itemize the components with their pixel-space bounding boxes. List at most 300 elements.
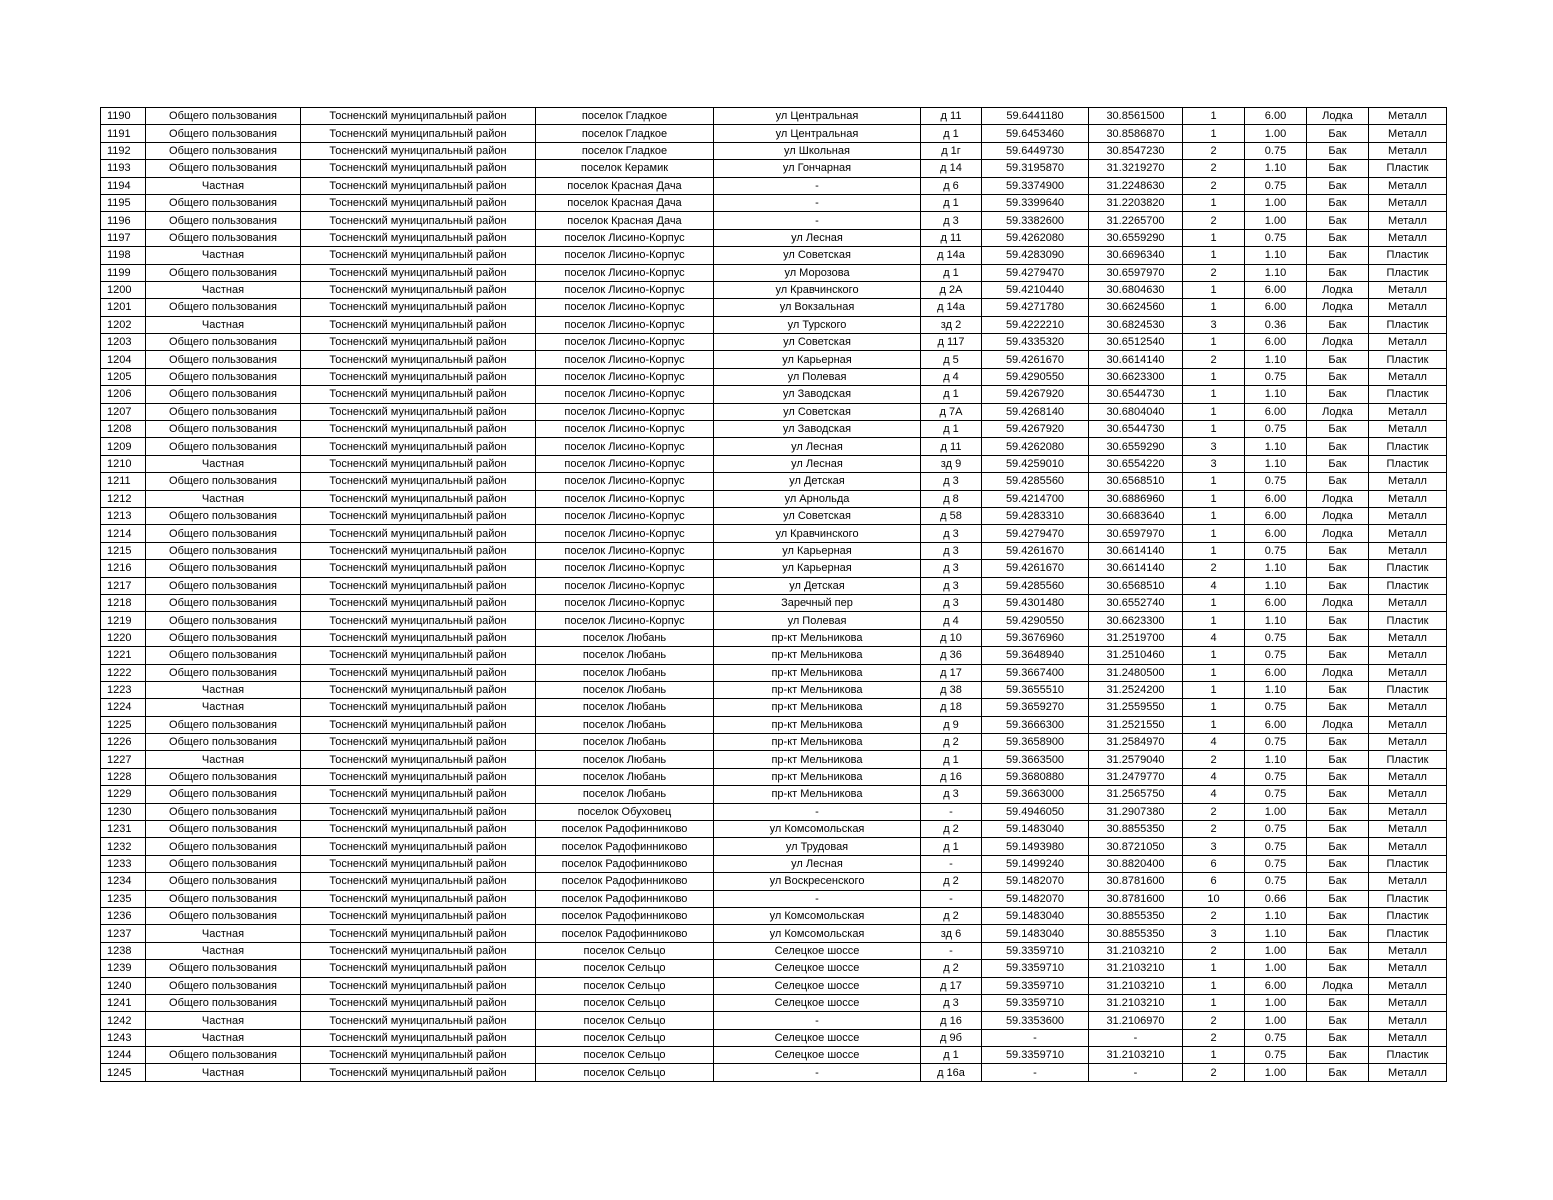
table-row (101, 299, 1447, 316)
cell-container-type: Бак (1307, 907, 1369, 924)
table-row (101, 160, 1447, 177)
cell-container-type: Бак (1307, 803, 1369, 820)
cell-street: ул Карьерная (714, 542, 921, 559)
cell-latitude: 59.3399640 (982, 194, 1089, 211)
cell-ownership: Общего пользования (146, 803, 301, 820)
cell-street: пр-кт Мельникова (714, 786, 921, 803)
cell-row-number: 1216 (101, 560, 146, 577)
cell-container-volume: 1.10 (1245, 751, 1307, 768)
cell-street: ул Детская (714, 577, 921, 594)
cell-district: Тосненский муниципальный район (301, 577, 536, 594)
cell-longitude: - (1089, 1064, 1183, 1081)
cell-container-material: Металл (1369, 960, 1447, 977)
cell-row-number: 1232 (101, 838, 146, 855)
cell-container-type: Бак (1307, 960, 1369, 977)
cell-settlement: поселок Лисино-Корпус (536, 421, 714, 438)
cell-row-number: 1240 (101, 977, 146, 994)
cell-latitude: 59.1483040 (982, 821, 1089, 838)
cell-district: Тосненский муниципальный район (301, 299, 536, 316)
cell-latitude: 59.3680880 (982, 768, 1089, 785)
cell-street: пр-кт Мельникова (714, 681, 921, 698)
cell-container-material: Металл (1369, 421, 1447, 438)
cell-container-volume: 0.75 (1245, 768, 1307, 785)
table-row (101, 855, 1447, 872)
cell-container-volume: 0.66 (1245, 890, 1307, 907)
cell-house: д 14 (921, 160, 982, 177)
cell-latitude: 59.4279470 (982, 525, 1089, 542)
cell-latitude: 59.1482070 (982, 873, 1089, 890)
cell-house: - (921, 855, 982, 872)
cell-container-material: Пластик (1369, 386, 1447, 403)
cell-settlement: поселок Лисино-Корпус (536, 351, 714, 368)
cell-settlement: поселок Сельцо (536, 960, 714, 977)
cell-container-material: Металл (1369, 629, 1447, 646)
cell-container-type: Бак (1307, 212, 1369, 229)
cell-longitude: 31.2559550 (1089, 699, 1183, 716)
cell-container-count: 1 (1183, 281, 1245, 298)
cell-settlement: поселок Любань (536, 751, 714, 768)
cell-ownership: Общего пользования (146, 594, 301, 611)
cell-longitude: 30.8781600 (1089, 890, 1183, 907)
cell-container-material: Металл (1369, 108, 1447, 125)
cell-settlement: поселок Радофинниково (536, 925, 714, 942)
cell-longitude: 31.2479770 (1089, 768, 1183, 785)
cell-container-material: Металл (1369, 786, 1447, 803)
cell-district: Тосненский муниципальный район (301, 108, 536, 125)
cell-street: пр-кт Мельникова (714, 768, 921, 785)
cell-container-type: Бак (1307, 177, 1369, 194)
cell-container-type: Бак (1307, 838, 1369, 855)
cell-district: Тосненский муниципальный район (301, 1012, 536, 1029)
cell-house: д 10 (921, 629, 982, 646)
cell-house: зд 9 (921, 455, 982, 472)
cell-district: Тосненский муниципальный район (301, 281, 536, 298)
cell-street: Селецкое шоссе (714, 1047, 921, 1064)
cell-container-volume: 6.00 (1245, 664, 1307, 681)
table-row (101, 334, 1447, 351)
cell-house: д 7А (921, 403, 982, 420)
cell-street: - (714, 194, 921, 211)
cell-latitude: 59.3359710 (982, 977, 1089, 994)
cell-container-count: 1 (1183, 421, 1245, 438)
cell-settlement: поселок Лисино-Корпус (536, 316, 714, 333)
cell-ownership: Общего пользования (146, 1047, 301, 1064)
cell-longitude: 30.6696340 (1089, 247, 1183, 264)
cell-latitude: 59.4285560 (982, 473, 1089, 490)
cell-latitude: 59.4271780 (982, 299, 1089, 316)
cell-street: ул Воскресенского (714, 873, 921, 890)
cell-row-number: 1241 (101, 994, 146, 1011)
cell-container-count: 2 (1183, 560, 1245, 577)
cell-container-type: Бак (1307, 786, 1369, 803)
cell-house: д 16а (921, 1064, 982, 1081)
cell-house: д 3 (921, 994, 982, 1011)
cell-latitude: 59.1482070 (982, 890, 1089, 907)
table-row (101, 751, 1447, 768)
cell-house: д 1 (921, 751, 982, 768)
cell-container-type: Бак (1307, 1064, 1369, 1081)
cell-ownership: Общего пользования (146, 473, 301, 490)
cell-latitude: 59.4210440 (982, 281, 1089, 298)
cell-container-type: Бак (1307, 125, 1369, 142)
cell-container-volume: 0.75 (1245, 873, 1307, 890)
table-row (101, 699, 1447, 716)
cell-district: Тосненский муниципальный район (301, 421, 536, 438)
cell-longitude: 30.6597970 (1089, 525, 1183, 542)
cell-container-type: Бак (1307, 473, 1369, 490)
cell-latitude: - (982, 1064, 1089, 1081)
cell-house: д 11 (921, 438, 982, 455)
table-row (101, 907, 1447, 924)
cell-district: Тосненский муниципальный район (301, 716, 536, 733)
cell-container-type: Лодка (1307, 716, 1369, 733)
table-row (101, 177, 1447, 194)
table-row (101, 247, 1447, 264)
cell-longitude: 31.2510460 (1089, 647, 1183, 664)
cell-container-volume: 1.10 (1245, 612, 1307, 629)
cell-container-type: Бак (1307, 542, 1369, 559)
cell-district: Тосненский муниципальный район (301, 177, 536, 194)
cell-latitude: - (982, 1029, 1089, 1046)
cell-settlement: поселок Лисино-Корпус (536, 229, 714, 246)
cell-street: ул Советская (714, 507, 921, 524)
cell-container-material: Металл (1369, 229, 1447, 246)
cell-ownership: Общего пользования (146, 507, 301, 524)
cell-district: Тосненский муниципальный район (301, 629, 536, 646)
table-row (101, 768, 1447, 785)
cell-street: ул Лесная (714, 455, 921, 472)
cell-settlement: поселок Лисино-Корпус (536, 473, 714, 490)
cell-house: д 17 (921, 977, 982, 994)
cell-container-count: 1 (1183, 994, 1245, 1011)
cell-ownership: Общего пользования (146, 160, 301, 177)
cell-ownership: Общего пользования (146, 612, 301, 629)
cell-container-material: Металл (1369, 490, 1447, 507)
cell-settlement: поселок Гладкое (536, 142, 714, 159)
cell-longitude: 30.8781600 (1089, 873, 1183, 890)
cell-container-volume: 6.00 (1245, 525, 1307, 542)
cell-container-count: 2 (1183, 264, 1245, 281)
cell-district: Тосненский муниципальный район (301, 838, 536, 855)
cell-house: д 3 (921, 577, 982, 594)
cell-container-material: Пластик (1369, 160, 1447, 177)
cell-ownership: Частная (146, 751, 301, 768)
cell-container-material: Пластик (1369, 681, 1447, 698)
cell-settlement: поселок Обуховец (536, 803, 714, 820)
cell-street: ул Гончарная (714, 160, 921, 177)
cell-row-number: 1225 (101, 716, 146, 733)
cell-latitude: 59.4301480 (982, 594, 1089, 611)
cell-container-count: 2 (1183, 1029, 1245, 1046)
cell-container-type: Лодка (1307, 490, 1369, 507)
cell-ownership: Общего пользования (146, 873, 301, 890)
cell-container-material: Металл (1369, 507, 1447, 524)
cell-ownership: Общего пользования (146, 716, 301, 733)
cell-longitude: 30.6512540 (1089, 334, 1183, 351)
cell-district: Тосненский муниципальный район (301, 855, 536, 872)
cell-district: Тосненский муниципальный район (301, 525, 536, 542)
cell-row-number: 1196 (101, 212, 146, 229)
cell-row-number: 1204 (101, 351, 146, 368)
cell-house: д 3 (921, 473, 982, 490)
cell-district: Тосненский муниципальный район (301, 542, 536, 559)
cell-settlement: поселок Лисино-Корпус (536, 577, 714, 594)
table-row (101, 664, 1447, 681)
cell-container-material: Пластик (1369, 890, 1447, 907)
cell-settlement: поселок Любань (536, 699, 714, 716)
cell-row-number: 1194 (101, 177, 146, 194)
cell-settlement: поселок Сельцо (536, 1012, 714, 1029)
cell-latitude: 59.4283310 (982, 507, 1089, 524)
cell-longitude: 31.2579040 (1089, 751, 1183, 768)
cell-settlement: поселок Лисино-Корпус (536, 507, 714, 524)
cell-container-type: Бак (1307, 890, 1369, 907)
cell-container-volume: 6.00 (1245, 299, 1307, 316)
cell-settlement: поселок Сельцо (536, 1047, 714, 1064)
cell-container-type: Бак (1307, 699, 1369, 716)
cell-container-volume: 0.75 (1245, 368, 1307, 385)
cell-container-count: 1 (1183, 125, 1245, 142)
cell-settlement: поселок Сельцо (536, 977, 714, 994)
cell-district: Тосненский муниципальный район (301, 612, 536, 629)
cell-longitude: 30.6623300 (1089, 368, 1183, 385)
cell-latitude: 59.4261670 (982, 351, 1089, 368)
table-row (101, 542, 1447, 559)
cell-settlement: поселок Сельцо (536, 942, 714, 959)
cell-ownership: Общего пользования (146, 786, 301, 803)
cell-container-count: 1 (1183, 699, 1245, 716)
table-row (101, 368, 1447, 385)
cell-district: Тосненский муниципальный район (301, 351, 536, 368)
cell-container-type: Бак (1307, 386, 1369, 403)
cell-house: зд 2 (921, 316, 982, 333)
cell-street: ул Лесная (714, 855, 921, 872)
cell-container-material: Металл (1369, 525, 1447, 542)
cell-latitude: 59.4285560 (982, 577, 1089, 594)
cell-container-volume: 0.75 (1245, 142, 1307, 159)
table-row (101, 629, 1447, 646)
cell-longitude: 31.3219270 (1089, 160, 1183, 177)
cell-row-number: 1219 (101, 612, 146, 629)
cell-container-material: Пластик (1369, 455, 1447, 472)
cell-longitude: 30.8561500 (1089, 108, 1183, 125)
cell-latitude: 59.1499240 (982, 855, 1089, 872)
cell-container-volume: 1.00 (1245, 212, 1307, 229)
cell-settlement: поселок Любань (536, 664, 714, 681)
cell-ownership: Общего пользования (146, 368, 301, 385)
table-row (101, 577, 1447, 594)
cell-container-type: Лодка (1307, 403, 1369, 420)
cell-district: Тосненский муниципальный район (301, 455, 536, 472)
cell-longitude: 31.2265700 (1089, 212, 1183, 229)
cell-ownership: Частная (146, 455, 301, 472)
cell-latitude: 59.3359710 (982, 994, 1089, 1011)
cell-container-material: Металл (1369, 125, 1447, 142)
cell-container-material: Металл (1369, 1012, 1447, 1029)
cell-house: - (921, 803, 982, 820)
cell-ownership: Частная (146, 1029, 301, 1046)
cell-row-number: 1243 (101, 1029, 146, 1046)
cell-container-type: Бак (1307, 612, 1369, 629)
cell-ownership: Общего пользования (146, 125, 301, 142)
cell-container-count: 2 (1183, 907, 1245, 924)
cell-row-number: 1212 (101, 490, 146, 507)
cell-container-material: Металл (1369, 1064, 1447, 1081)
cell-house: - (921, 942, 982, 959)
cell-row-number: 1198 (101, 247, 146, 264)
cell-container-count: 1 (1183, 108, 1245, 125)
cell-row-number: 1221 (101, 647, 146, 664)
cell-longitude: 31.2106970 (1089, 1012, 1183, 1029)
cell-street: пр-кт Мельникова (714, 647, 921, 664)
table-row (101, 1012, 1447, 1029)
cell-district: Тосненский муниципальный район (301, 873, 536, 890)
cell-container-material: Металл (1369, 716, 1447, 733)
cell-container-volume: 1.10 (1245, 386, 1307, 403)
cell-row-number: 1244 (101, 1047, 146, 1064)
cell-container-count: 4 (1183, 768, 1245, 785)
cell-container-material: Пластик (1369, 751, 1447, 768)
cell-settlement: поселок Лисино-Корпус (536, 455, 714, 472)
cell-house: д 1 (921, 1047, 982, 1064)
cell-longitude: 30.6804040 (1089, 403, 1183, 420)
cell-row-number: 1222 (101, 664, 146, 681)
cell-house: д 1 (921, 386, 982, 403)
table-row (101, 281, 1447, 298)
cell-container-type: Бак (1307, 821, 1369, 838)
cell-latitude: 59.1483040 (982, 907, 1089, 924)
cell-row-number: 1197 (101, 229, 146, 246)
cell-latitude: 59.4290550 (982, 368, 1089, 385)
table-row (101, 125, 1447, 142)
cell-container-material: Металл (1369, 977, 1447, 994)
cell-settlement: поселок Лисино-Корпус (536, 368, 714, 385)
cell-container-type: Бак (1307, 647, 1369, 664)
cell-district: Тосненский муниципальный район (301, 247, 536, 264)
cell-ownership: Общего пользования (146, 647, 301, 664)
table-row (101, 264, 1447, 281)
table-row (101, 438, 1447, 455)
cell-district: Тосненский муниципальный район (301, 1064, 536, 1081)
cell-house: д 14а (921, 299, 982, 316)
cell-container-count: 1 (1183, 229, 1245, 246)
cell-container-type: Бак (1307, 855, 1369, 872)
cell-settlement: поселок Радофинниково (536, 890, 714, 907)
table-row (101, 473, 1447, 490)
cell-district: Тосненский муниципальный район (301, 386, 536, 403)
cell-house: д 2 (921, 960, 982, 977)
cell-settlement: поселок Керамик (536, 160, 714, 177)
cell-container-type: Бак (1307, 160, 1369, 177)
cell-latitude: 59.4946050 (982, 803, 1089, 820)
cell-latitude: 59.3359710 (982, 942, 1089, 959)
table-row (101, 229, 1447, 246)
cell-container-volume: 1.00 (1245, 125, 1307, 142)
cell-container-volume: 1.00 (1245, 942, 1307, 959)
cell-longitude: 30.8586870 (1089, 125, 1183, 142)
cell-house: д 3 (921, 542, 982, 559)
cell-settlement: поселок Лисино-Корпус (536, 247, 714, 264)
cell-latitude: 59.4261670 (982, 542, 1089, 559)
cell-house: д 8 (921, 490, 982, 507)
cell-settlement: поселок Сельцо (536, 994, 714, 1011)
cell-longitude: 31.2103210 (1089, 942, 1183, 959)
cell-house: д 1 (921, 838, 982, 855)
cell-district: Тосненский муниципальный район (301, 507, 536, 524)
cell-container-volume: 1.00 (1245, 1064, 1307, 1081)
cell-container-volume: 6.00 (1245, 334, 1307, 351)
cell-district: Тосненский муниципальный район (301, 977, 536, 994)
cell-ownership: Общего пользования (146, 855, 301, 872)
cell-row-number: 1190 (101, 108, 146, 125)
table-row (101, 1047, 1447, 1064)
cell-row-number: 1203 (101, 334, 146, 351)
cell-container-type: Бак (1307, 421, 1369, 438)
cell-settlement: поселок Лисино-Корпус (536, 281, 714, 298)
cell-street: ул Кравчинского (714, 281, 921, 298)
cell-container-material: Металл (1369, 177, 1447, 194)
cell-container-volume: 1.10 (1245, 681, 1307, 698)
cell-latitude: 59.3663000 (982, 786, 1089, 803)
table-row (101, 994, 1447, 1011)
cell-street: Заречный пер (714, 594, 921, 611)
cell-ownership: Общего пользования (146, 890, 301, 907)
table-row (101, 525, 1447, 542)
cell-container-count: 2 (1183, 142, 1245, 159)
cell-ownership: Общего пользования (146, 977, 301, 994)
cell-row-number: 1202 (101, 316, 146, 333)
cell-latitude: 59.3676960 (982, 629, 1089, 646)
cell-container-type: Бак (1307, 994, 1369, 1011)
cell-house: д 1 (921, 421, 982, 438)
cell-container-material: Пластик (1369, 247, 1447, 264)
cell-latitude: 59.4222210 (982, 316, 1089, 333)
cell-latitude: 59.3359710 (982, 960, 1089, 977)
cell-container-count: 4 (1183, 734, 1245, 751)
cell-container-type: Лодка (1307, 594, 1369, 611)
cell-row-number: 1205 (101, 368, 146, 385)
cell-row-number: 1227 (101, 751, 146, 768)
cell-street: ул Детская (714, 473, 921, 490)
cell-settlement: поселок Лисино-Корпус (536, 403, 714, 420)
cell-street: Селецкое шоссе (714, 960, 921, 977)
table-row (101, 594, 1447, 611)
cell-container-type: Лодка (1307, 108, 1369, 125)
cell-container-count: 3 (1183, 838, 1245, 855)
cell-latitude: 59.4335320 (982, 334, 1089, 351)
cell-container-volume: 1.00 (1245, 994, 1307, 1011)
cell-street: - (714, 803, 921, 820)
cell-house: д 3 (921, 525, 982, 542)
cell-container-type: Бак (1307, 942, 1369, 959)
cell-district: Тосненский муниципальный район (301, 316, 536, 333)
cell-row-number: 1210 (101, 455, 146, 472)
cell-settlement: поселок Любань (536, 734, 714, 751)
cell-ownership: Частная (146, 1012, 301, 1029)
cell-district: Тосненский муниципальный район (301, 438, 536, 455)
cell-latitude: 59.3648940 (982, 647, 1089, 664)
cell-latitude: 59.3353600 (982, 1012, 1089, 1029)
cell-container-count: 1 (1183, 542, 1245, 559)
cell-house: д 2А (921, 281, 982, 298)
cell-container-count: 10 (1183, 890, 1245, 907)
cell-ownership: Частная (146, 1064, 301, 1081)
cell-container-count: 6 (1183, 855, 1245, 872)
table-row (101, 212, 1447, 229)
cell-ownership: Общего пользования (146, 560, 301, 577)
cell-container-volume: 0.75 (1245, 855, 1307, 872)
cell-longitude: 31.2519700 (1089, 629, 1183, 646)
